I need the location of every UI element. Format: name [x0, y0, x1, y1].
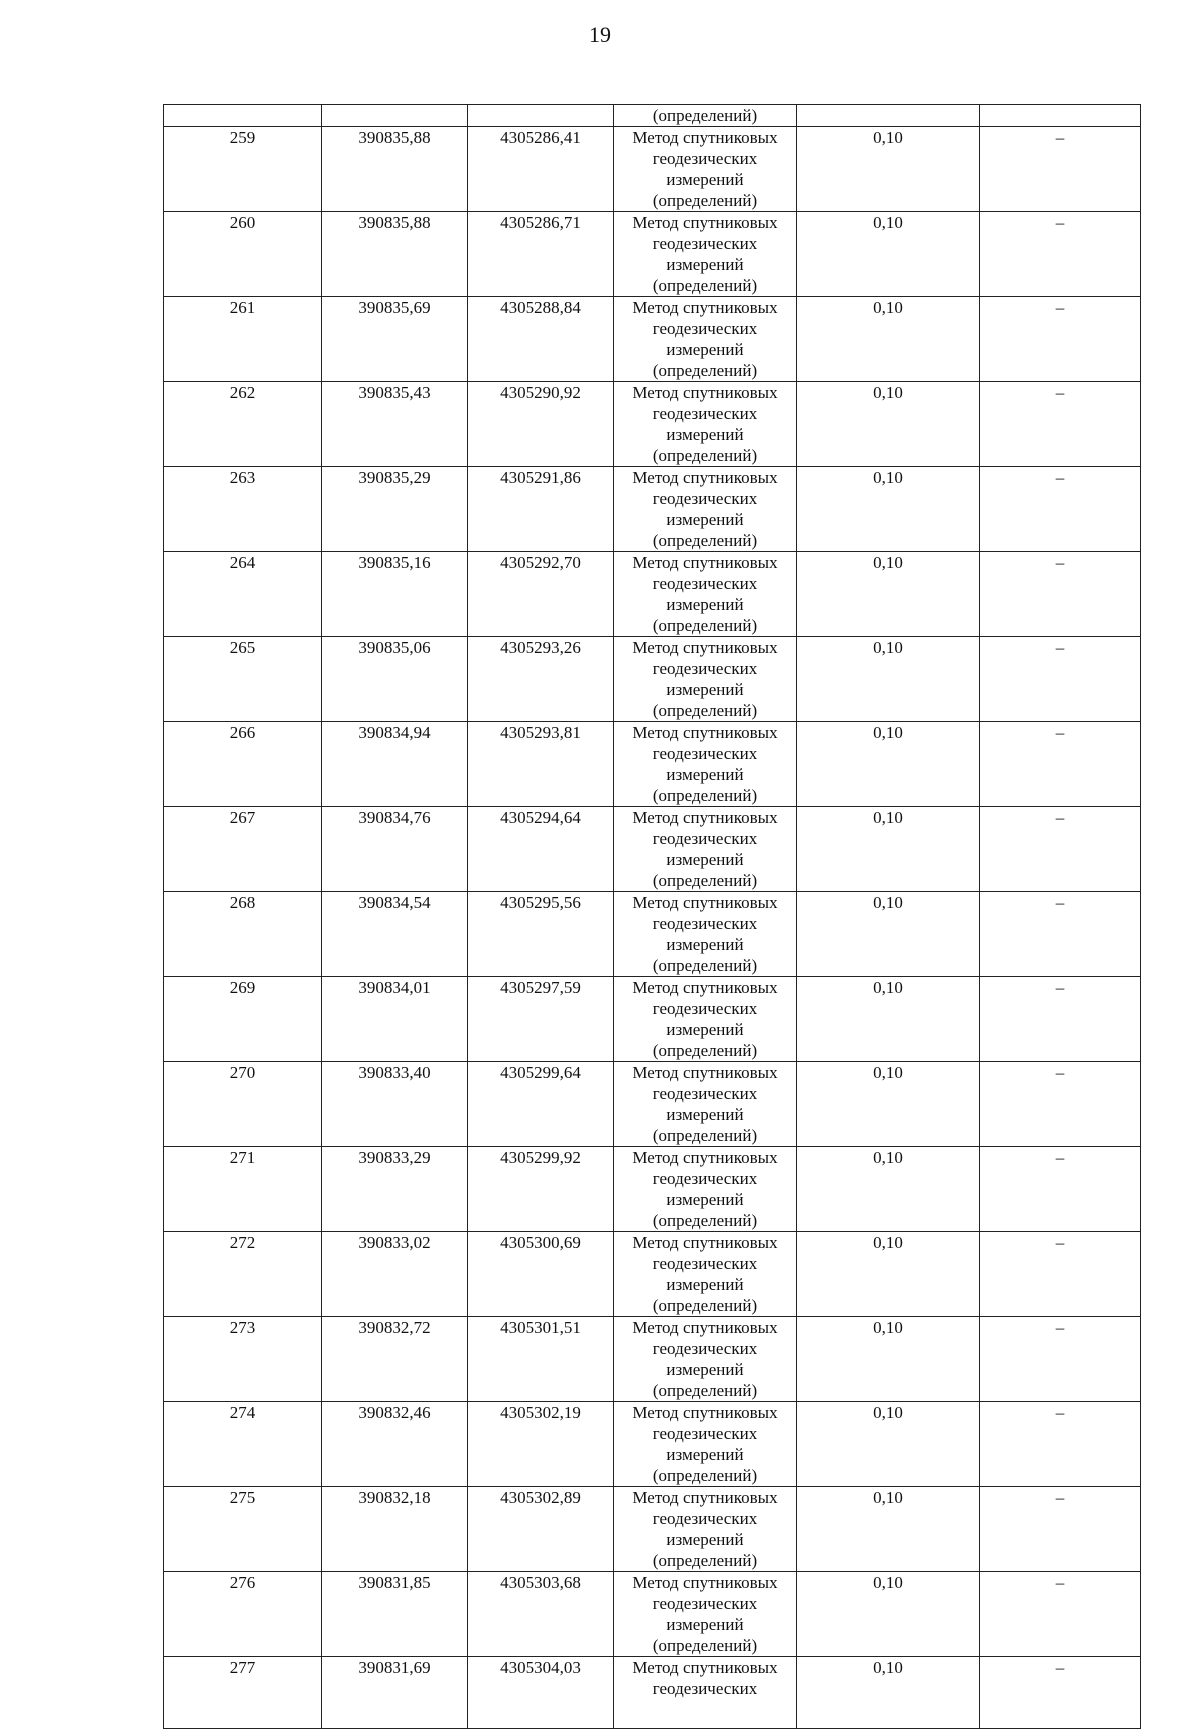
cell-y — [468, 382, 614, 467]
cell-x — [322, 297, 468, 382]
cell-description-text: – — [1055, 723, 1065, 742]
cell-description-text: – — [1055, 808, 1065, 827]
cell-y — [468, 105, 614, 127]
cell-y-text: 4305297,59 — [500, 978, 581, 997]
table-row — [164, 637, 1141, 722]
cell-y-text: 4305295,56 — [500, 893, 581, 912]
cell-y — [468, 977, 614, 1062]
cell-point — [164, 807, 322, 892]
cell-method — [614, 297, 797, 382]
cell-method-text: Метод спутниковых геодезических измерений (определений) — [632, 1148, 778, 1230]
cell-y-text: 4305300,69 — [500, 1233, 581, 1252]
cell-description — [980, 212, 1141, 297]
cell-method — [614, 977, 797, 1062]
cell-description — [980, 105, 1141, 127]
cell-point — [164, 892, 322, 977]
cell-x — [322, 1657, 468, 1729]
cell-y — [468, 892, 614, 977]
cell-x-text: 390835,88 — [358, 128, 431, 147]
cell-x-text: 390832,46 — [358, 1403, 431, 1422]
table-row — [164, 1657, 1141, 1729]
cell-accuracy-text: 0,10 — [873, 383, 903, 402]
cell-point — [164, 552, 322, 637]
page-number: 19 — [589, 22, 611, 47]
cell-x — [322, 722, 468, 807]
cell-method-text: Метод спутниковых геодезических измерений (определений) — [632, 1573, 778, 1655]
cell-method — [614, 552, 797, 637]
cell-y — [468, 297, 614, 382]
table-row — [164, 212, 1141, 297]
cell-x-text: 390833,02 — [358, 1233, 431, 1252]
cell-x-text: 390835,88 — [358, 213, 431, 232]
cell-x — [322, 1487, 468, 1572]
cell-y-text: 4305302,89 — [500, 1488, 581, 1507]
cell-method — [614, 382, 797, 467]
cell-y — [468, 1657, 614, 1729]
cell-method — [614, 1062, 797, 1147]
cell-description-text: – — [1055, 978, 1065, 997]
cell-accuracy-text: 0,10 — [873, 298, 903, 317]
cell-point — [164, 1147, 322, 1232]
cell-accuracy — [797, 382, 980, 467]
cell-description — [980, 127, 1141, 212]
cell-point-text: 265 — [229, 638, 256, 657]
cell-accuracy — [797, 212, 980, 297]
cell-point — [164, 1402, 322, 1487]
cell-method-text: Метод спутниковых геодезических измерений (определений) — [632, 128, 778, 210]
cell-method — [614, 467, 797, 552]
cell-description-text: – — [1055, 128, 1065, 147]
cell-method — [614, 722, 797, 807]
cell-point — [164, 722, 322, 807]
cell-x-text: 390835,06 — [358, 638, 431, 657]
cell-description-text: – — [1055, 213, 1065, 232]
cell-method: (определений) — [614, 105, 797, 127]
table-row — [164, 382, 1141, 467]
cell-method-text: Метод спутниковых геодезических измерений (определений) — [632, 383, 778, 465]
cell-point-text: 260 — [229, 213, 256, 232]
cell-x — [322, 1317, 468, 1402]
cell-y — [468, 467, 614, 552]
cell-description — [980, 807, 1141, 892]
cell-point — [164, 1657, 322, 1729]
cell-point-text: 276 — [229, 1573, 256, 1592]
cell-accuracy — [797, 1232, 980, 1317]
cell-x-text: 390835,29 — [358, 468, 431, 487]
cell-description — [980, 892, 1141, 977]
cell-accuracy-text: 0,10 — [873, 553, 903, 572]
cell-description-text: – — [1055, 553, 1065, 572]
table-row — [164, 807, 1141, 892]
cell-x — [322, 1232, 468, 1317]
cell-method-text: Метод спутниковых геодезических измерений (определений) — [632, 893, 778, 975]
cell-accuracy — [797, 892, 980, 977]
cell-description-text: – — [1055, 298, 1065, 317]
cell-x-text: 390833,40 — [358, 1063, 431, 1082]
cell-y — [468, 1317, 614, 1402]
cell-x-text: 390831,69 — [358, 1658, 431, 1677]
cell-method-text: Метод спутниковых геодезических измерений (определений) — [632, 1318, 778, 1400]
cell-method — [614, 1402, 797, 1487]
table-row — [164, 1487, 1141, 1572]
cell-description-text: – — [1055, 1403, 1065, 1422]
cell-point-text: 273 — [229, 1318, 256, 1337]
cell-point — [164, 1572, 322, 1657]
cell-x — [322, 382, 468, 467]
cell-accuracy-text: 0,10 — [873, 128, 903, 147]
cell-y-text: 4305301,51 — [500, 1318, 581, 1337]
cell-y-text: 4305286,41 — [500, 128, 581, 147]
cell-accuracy-text: 0,10 — [873, 1573, 903, 1592]
cell-method-text: Метод спутниковых геодезических измерений (определений) — [632, 808, 778, 890]
coordinates-table-body — [164, 105, 1141, 1729]
cell-accuracy — [797, 1062, 980, 1147]
cell-x — [322, 467, 468, 552]
cell-description — [980, 467, 1141, 552]
cell-accuracy — [797, 127, 980, 212]
cell-x — [322, 1402, 468, 1487]
cell-y — [468, 552, 614, 637]
cell-y — [468, 722, 614, 807]
cell-description — [980, 552, 1141, 637]
cell-accuracy — [797, 807, 980, 892]
cell-y-text: 4305288,84 — [500, 298, 581, 317]
cell-description-text: – — [1055, 1573, 1065, 1592]
cell-method — [614, 1657, 797, 1729]
cell-description — [980, 1317, 1141, 1402]
cell-description — [980, 1657, 1141, 1729]
cell-accuracy-text: 0,10 — [873, 978, 903, 997]
cell-accuracy-text: 0,10 — [873, 1233, 903, 1252]
cell-x-text: 390832,18 — [358, 1488, 431, 1507]
cell-y-text: 4305294,64 — [500, 808, 581, 827]
cell-point — [164, 1317, 322, 1402]
cell-accuracy — [797, 467, 980, 552]
coordinates-table — [163, 104, 1141, 1729]
cell-x-text: 390831,85 — [358, 1573, 431, 1592]
cell-x-text: 390834,94 — [358, 723, 431, 742]
cell-description-text: – — [1055, 1658, 1065, 1677]
cell-description — [980, 637, 1141, 722]
cell-point-text: 263 — [229, 468, 256, 487]
cell-point-text: 271 — [229, 1148, 256, 1167]
cell-accuracy-text: 0,10 — [873, 723, 903, 742]
cell-accuracy — [797, 1147, 980, 1232]
cell-accuracy-text: 0,10 — [873, 893, 903, 912]
cell-y-text: 4305292,70 — [500, 553, 581, 572]
cell-x-text: 390835,16 — [358, 553, 431, 572]
cell-method — [614, 637, 797, 722]
cell-point — [164, 382, 322, 467]
cell-point-text: 268 — [229, 893, 256, 912]
cell-x — [322, 892, 468, 977]
cell-x-text: 390834,01 — [358, 978, 431, 997]
cell-accuracy — [797, 637, 980, 722]
cell-accuracy-text: 0,10 — [873, 808, 903, 827]
cell-accuracy — [797, 552, 980, 637]
table-row — [164, 552, 1141, 637]
cell-point-text: 262 — [229, 383, 256, 402]
cell-y-text: 4305286,71 — [500, 213, 581, 232]
cell-x — [322, 977, 468, 1062]
cell-point-text: 269 — [229, 978, 256, 997]
cell-y-text: 4305303,68 — [500, 1573, 581, 1592]
cell-accuracy — [797, 1487, 980, 1572]
table-row — [164, 127, 1141, 212]
cell-accuracy-text: 0,10 — [873, 1148, 903, 1167]
cell-accuracy-text: 0,10 — [873, 638, 903, 657]
cell-x — [322, 127, 468, 212]
cell-point — [164, 127, 322, 212]
cell-y — [468, 637, 614, 722]
cell-description — [980, 1232, 1141, 1317]
cell-method-text: Метод спутниковых геодезических измерений (определений) — [632, 978, 778, 1060]
cell-x-text: 390832,72 — [358, 1318, 431, 1337]
cell-description — [980, 297, 1141, 382]
cell-description — [980, 1147, 1141, 1232]
cell-method-text: Метод спутниковых геодезических измерений (определений) — [632, 723, 778, 805]
cell-point — [164, 637, 322, 722]
cell-y — [468, 1572, 614, 1657]
cell-point — [164, 105, 322, 127]
cell-x-text: 390835,43 — [358, 383, 431, 402]
cell-accuracy-text: 0,10 — [873, 1488, 903, 1507]
cell-point-text: 270 — [229, 1063, 256, 1082]
cell-point-text: 272 — [229, 1233, 256, 1252]
cell-method-text: Метод спутниковых геодезических измерений (определений) — [632, 1488, 778, 1570]
cell-point-text: 275 — [229, 1488, 256, 1507]
cell-y-text: 4305290,92 — [500, 383, 581, 402]
cell-y-text: 4305299,92 — [500, 1148, 581, 1167]
cell-y — [468, 1487, 614, 1572]
cell-method — [614, 127, 797, 212]
cell-method — [614, 1487, 797, 1572]
cell-accuracy — [797, 722, 980, 807]
cell-point — [164, 977, 322, 1062]
cell-y — [468, 1402, 614, 1487]
cell-point-text: 261 — [229, 298, 256, 317]
cell-method-text: Метод спутниковых геодезических измерений (определений) — [632, 213, 778, 295]
cell-y — [468, 1232, 614, 1317]
cell-accuracy — [797, 1317, 980, 1402]
cell-method-text: Метод спутниковых геодезических измерений (определений) — [632, 1063, 778, 1145]
table-row — [164, 467, 1141, 552]
cell-x — [322, 807, 468, 892]
cell-description — [980, 1487, 1141, 1572]
cell-accuracy — [797, 297, 980, 382]
cell-description-text: – — [1055, 1488, 1065, 1507]
cell-x — [322, 1147, 468, 1232]
cell-method-text: Метод спутниковых геодезических измерений (определений) — [632, 468, 778, 550]
cell-description-text: – — [1055, 893, 1065, 912]
cell-y-text: 4305299,64 — [500, 1063, 581, 1082]
cell-x — [322, 552, 468, 637]
cell-method — [614, 1147, 797, 1232]
cell-description-text: – — [1055, 1318, 1065, 1337]
cell-point-text: 274 — [229, 1403, 256, 1422]
table-row — [164, 977, 1141, 1062]
cell-y — [468, 212, 614, 297]
cell-description-text: – — [1055, 638, 1065, 657]
cell-point — [164, 212, 322, 297]
cell-method — [614, 1317, 797, 1402]
cell-accuracy-text: 0,10 — [873, 1063, 903, 1082]
table-row — [164, 1317, 1141, 1402]
cell-accuracy-text: 0,10 — [873, 468, 903, 487]
cell-description-text: – — [1055, 468, 1065, 487]
cell-x-text: 390834,54 — [358, 893, 431, 912]
cell-accuracy — [797, 1572, 980, 1657]
cell-x — [322, 105, 468, 127]
cell-y — [468, 1147, 614, 1232]
cell-point-text: 259 — [229, 128, 256, 147]
cell-accuracy — [797, 977, 980, 1062]
cell-x — [322, 212, 468, 297]
cell-x — [322, 1572, 468, 1657]
cell-point-text: 267 — [229, 808, 256, 827]
cell-point — [164, 297, 322, 382]
cell-method-text: Метод спутниковых геодезических — [632, 1658, 778, 1698]
cell-y — [468, 127, 614, 212]
cell-accuracy-text: 0,10 — [873, 1318, 903, 1337]
cell-description — [980, 1402, 1141, 1487]
continuation-row — [164, 105, 1141, 127]
cell-accuracy — [797, 1657, 980, 1729]
cell-point — [164, 1487, 322, 1572]
table-row — [164, 722, 1141, 807]
cell-x-text: 390834,76 — [358, 808, 431, 827]
cell-y-text: 4305293,26 — [500, 638, 581, 657]
cell-y — [468, 1062, 614, 1147]
cell-method — [614, 212, 797, 297]
cell-description-text: – — [1055, 1063, 1065, 1082]
table-row — [164, 1232, 1141, 1317]
cell-method — [614, 892, 797, 977]
cell-point — [164, 1232, 322, 1317]
cell-method-text: Метод спутниковых геодезических измерений (определений) — [632, 298, 778, 380]
cell-method-text: Метод спутниковых геодезических измерений (определений) — [632, 638, 778, 720]
cell-point — [164, 467, 322, 552]
cell-description-text: – — [1055, 383, 1065, 402]
cell-x-text: 390835,69 — [358, 298, 431, 317]
cell-method — [614, 1232, 797, 1317]
cell-y — [468, 807, 614, 892]
cell-y-text: 4305291,86 — [500, 468, 581, 487]
cell-description-text: – — [1055, 1233, 1065, 1252]
cell-y-text: 4305293,81 — [500, 723, 581, 742]
cell-description — [980, 1572, 1141, 1657]
table-row — [164, 1147, 1141, 1232]
cell-point-text: 264 — [229, 553, 256, 572]
table-row — [164, 1062, 1141, 1147]
cell-x — [322, 1062, 468, 1147]
cell-x-text: 390833,29 — [358, 1148, 431, 1167]
cell-description — [980, 382, 1141, 467]
cell-accuracy-text: 0,10 — [873, 1658, 903, 1677]
cell-y-text: 4305304,03 — [500, 1658, 581, 1677]
cell-method-text: Метод спутниковых геодезических измерений (определений) — [632, 553, 778, 635]
cell-accuracy — [797, 1402, 980, 1487]
cell-description-text: – — [1055, 1148, 1065, 1167]
cell-method-text: Метод спутниковых геодезических измерений (определений) — [632, 1403, 778, 1485]
cell-point-text: 266 — [229, 723, 256, 742]
cell-description — [980, 1062, 1141, 1147]
cell-accuracy-text: 0,10 — [873, 1403, 903, 1422]
table-row — [164, 297, 1141, 382]
cell-method-text: Метод спутниковых геодезических измерений (определений) — [632, 1233, 778, 1315]
cell-point-text: 277 — [229, 1658, 256, 1677]
cell-description — [980, 722, 1141, 807]
cell-y-text: 4305302,19 — [500, 1403, 581, 1422]
table-row — [164, 1402, 1141, 1487]
cell-method — [614, 807, 797, 892]
cell-method — [614, 1572, 797, 1657]
cell-accuracy — [797, 105, 980, 127]
cell-x — [322, 637, 468, 722]
table-row — [164, 1572, 1141, 1657]
cell-accuracy-text: 0,10 — [873, 213, 903, 232]
cell-description — [980, 977, 1141, 1062]
table-row — [164, 892, 1141, 977]
cell-point — [164, 1062, 322, 1147]
